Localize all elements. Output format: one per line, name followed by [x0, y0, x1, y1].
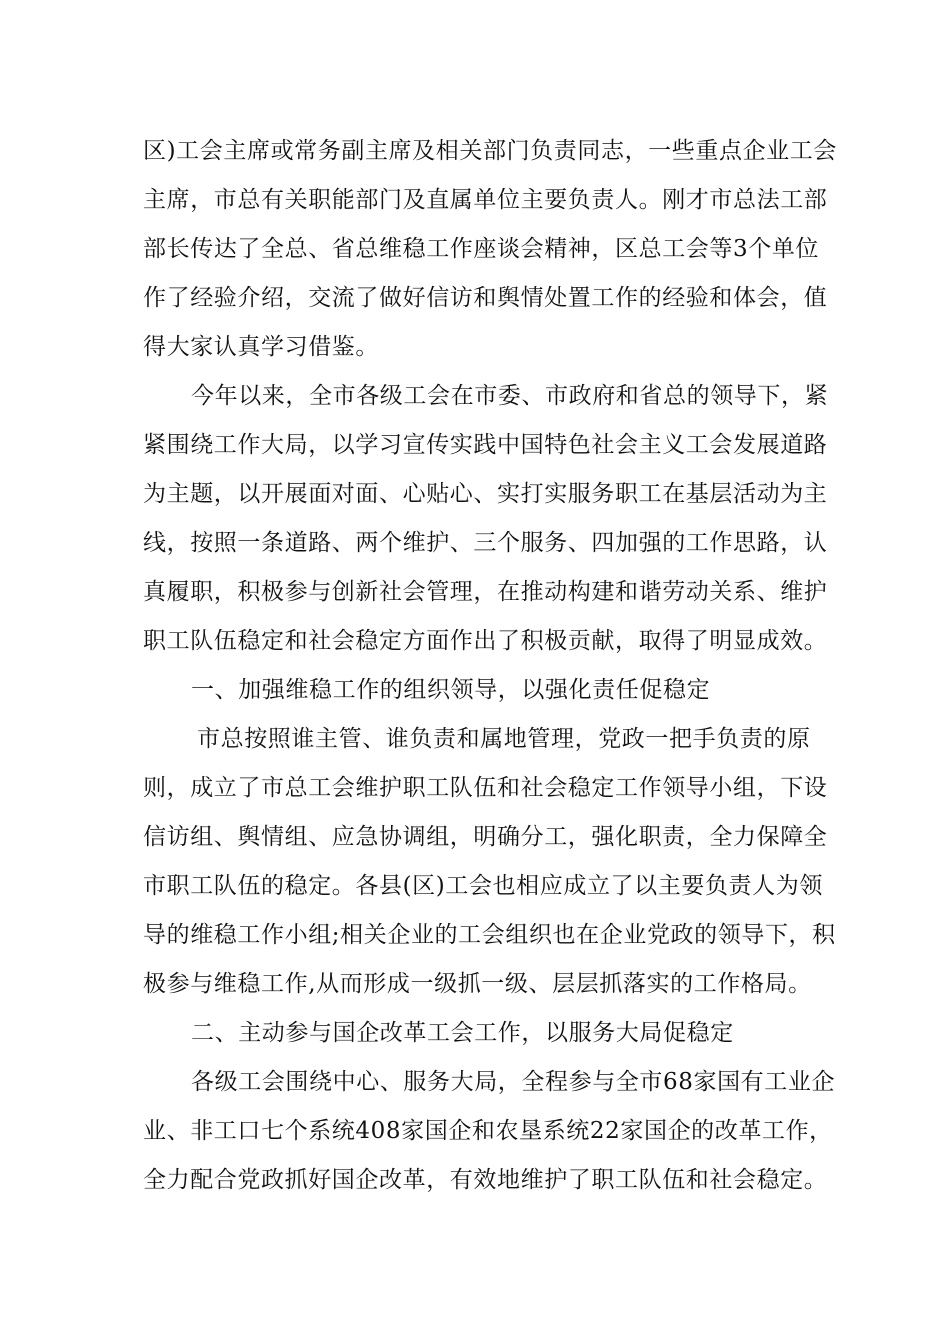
text-line-22: 全力配合党政抓好国企改革，有效地维护了职工队伍和社会稳定。	[143, 1167, 828, 1193]
text-line-4: 作了经验介绍，交流了做好信访和舆情处置工作的经验和体会，值	[143, 285, 828, 311]
text-line-9: 线，按照一条道路、两个维护、三个服务、四加强的工作思路，认	[143, 530, 828, 556]
text-line-1: 区)工会主席或常务副主席及相关部门负责同志，一些重点企业工会	[143, 138, 837, 164]
text-line-10: 真履职，积极参与创新社会管理，在推动构建和谐劳动关系、维护	[143, 579, 828, 605]
text-line-16: 市职工队伍的稳定。各县(区)工会也相应成立了以主要负责人为领	[143, 873, 823, 899]
text-line-14: 则，成立了市总工会维护职工队伍和社会稳定工作领导小组，下设	[143, 775, 828, 801]
text-line-17: 导的维稳工作小组;相关企业的工会组织也在企业党政的领导下，积	[143, 922, 836, 948]
text-line-18: 极参与维稳工作,从而形成一级抓一级、层层抓落实的工作格局。	[143, 971, 812, 997]
text-line-7: 紧围绕工作大局，以学习宣传实践中国特色社会主义工会发展道路	[143, 432, 828, 458]
text-line-3: 部长传达了全总、省总维稳工作座谈会精神，区总工会等3个单位	[143, 236, 820, 262]
text-line-2: 主席，市总有关职能部门及直属单位主要负责人。刚才市总法工部	[143, 187, 828, 213]
text-line-6: 今年以来，全市各级工会在市委、市政府和省总的领导下，紧	[191, 383, 829, 409]
text-line-13: 市总按照谁主管、谁负责和属地管理，党政一把手负责的原	[197, 726, 811, 752]
section-heading-1: 一、加强维稳工作的组织领导，以强化责任促稳定	[191, 677, 711, 703]
text-line-21: 业、非工口七个系统408家国企和农垦系统22家国企的改革工作，	[143, 1118, 833, 1144]
text-line-8: 为主题，以开展面对面、心贴心、实打实服务职工在基层活动为主	[143, 481, 828, 507]
text-line-11: 职工队伍稳定和社会稳定方面作出了积极贡献，取得了明显成效。	[143, 628, 828, 654]
text-line-15: 信访组、舆情组、应急协调组，明确分工，强化职责，全力保障全	[143, 824, 828, 850]
section-heading-2: 二、主动参与国企改革工会工作，以服务大局促稳定	[191, 1020, 734, 1046]
text-line-5: 得大家认真学习借鉴。	[143, 334, 379, 360]
text-line-20: 各级工会围绕中心、服务大局，全程参与全市68家国有工业企	[191, 1069, 836, 1095]
